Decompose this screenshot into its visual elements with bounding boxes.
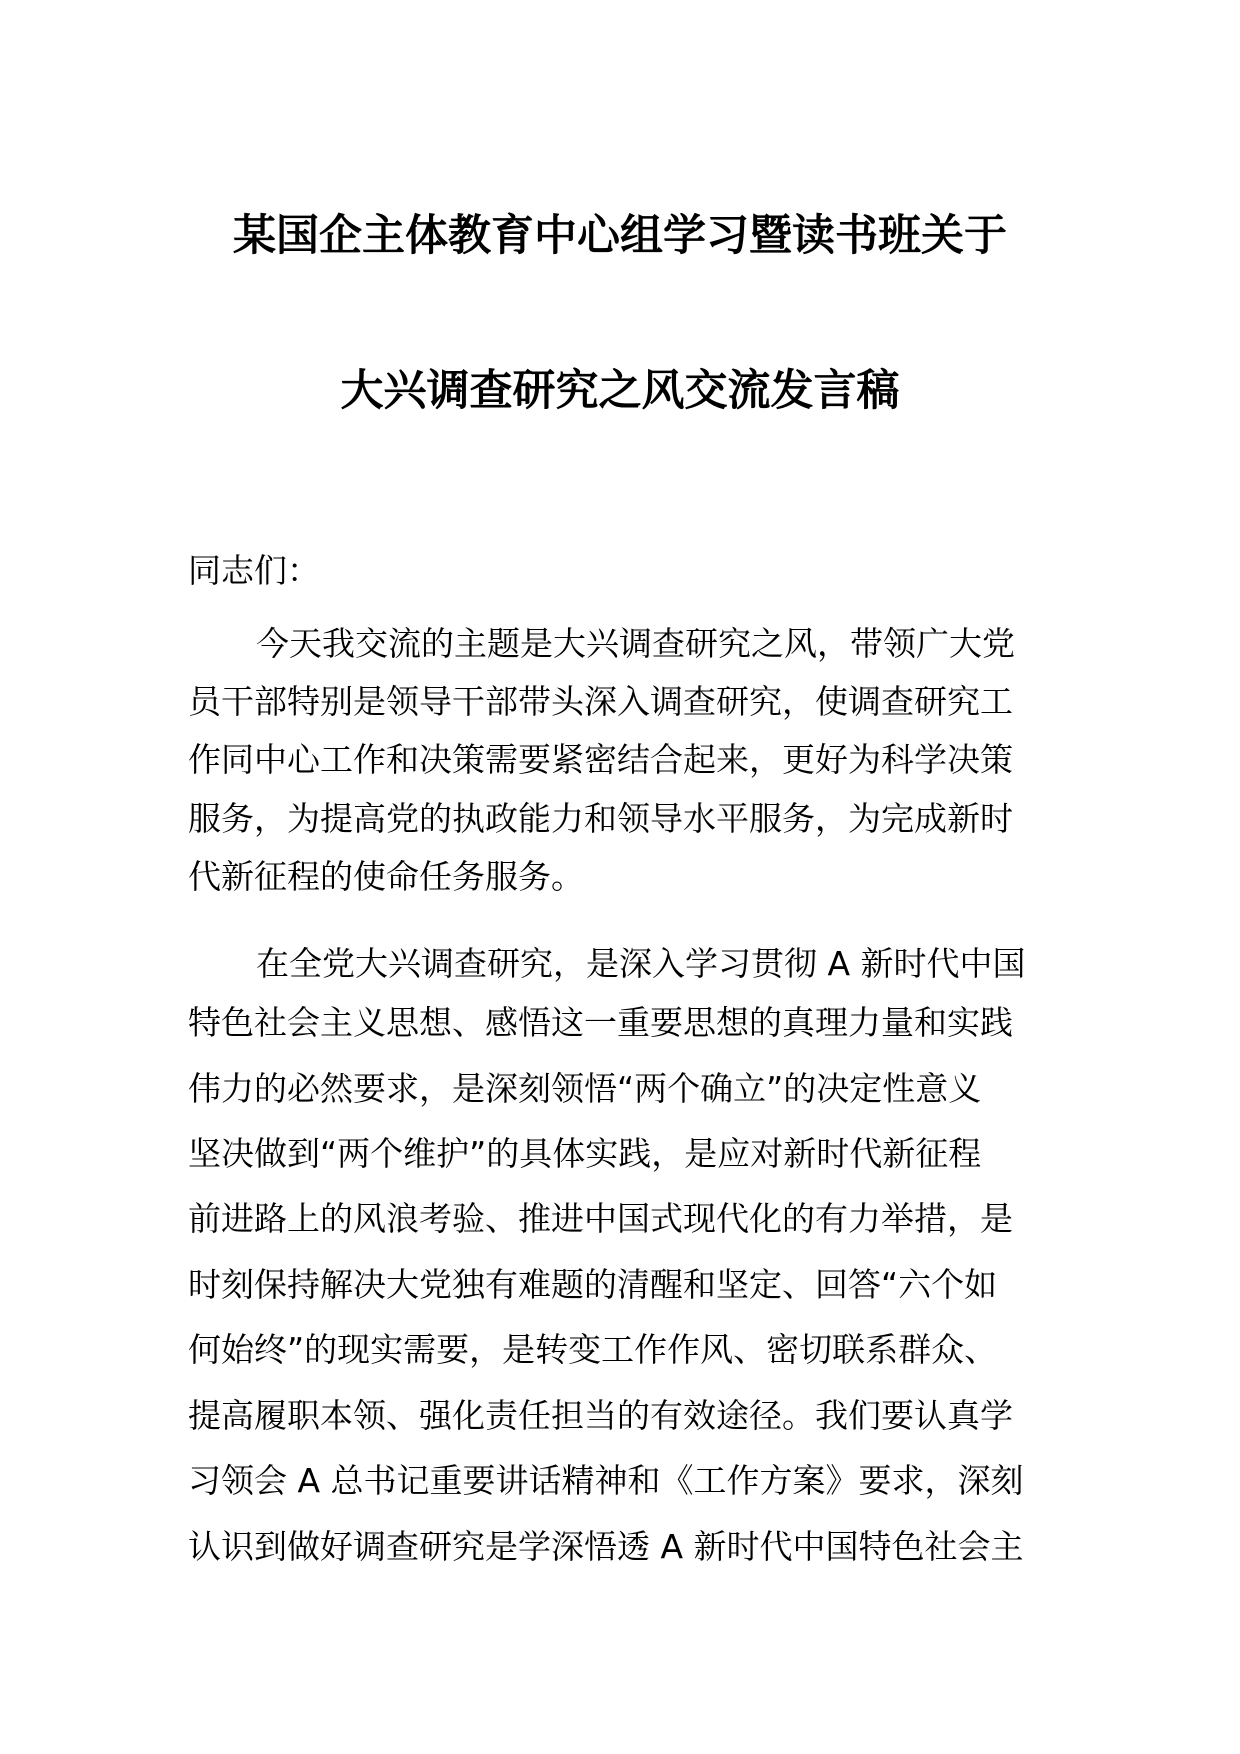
document-title-line-1: 某国企主体教育中心组学习暨读书班关于 bbox=[233, 211, 1007, 261]
paragraph-line: 时刻保持解决大党独有难题的清醒和坚定、回答“六个如 bbox=[188, 1265, 998, 1304]
paragraph-line: 坚决做到“两个维护”的具体实践，是应对新时代新征程 bbox=[188, 1134, 982, 1173]
paragraph-line: 代新征程的使命任务服务。 bbox=[188, 857, 584, 896]
paragraph-line: 特色社会主义思想、感悟这一重要思想的真理力量和实践 bbox=[188, 1003, 1013, 1042]
paragraph-line: 提高履职本领、强化责任担当的有效途径。我们要认真学 bbox=[188, 1396, 1013, 1435]
paragraph-line: 今天我交流的主题是大兴调查研究之风，带领广大党 bbox=[256, 624, 1015, 663]
paragraph-line: 前进路上的风浪考验、推进中国式现代化的有力举措，是 bbox=[188, 1199, 1013, 1238]
paragraph-line: 在全党大兴调查研究，是深入学习贯彻 A 新时代中国 bbox=[256, 944, 1026, 983]
salutation: 同志们： bbox=[188, 551, 320, 590]
paragraph-line: 何始终”的现实需要，是转变工作作风、密切联系群众、 bbox=[188, 1330, 998, 1369]
document-title-line-2: 大兴调查研究之风交流发言稿 bbox=[340, 366, 900, 416]
paragraph-line: 服务，为提高党的执政能力和领导水平服务，为完成新时 bbox=[188, 799, 1013, 838]
paragraph-line: 员干部特别是领导干部带头深入调查研究，使调查研究工 bbox=[188, 682, 1013, 721]
paragraph-line: 伟力的必然要求，是深刻领悟“两个确立”的决定性意义 bbox=[188, 1069, 982, 1108]
paragraph-line: 作同中心工作和决策需要紧密结合起来，更好为科学决策 bbox=[188, 740, 1013, 779]
paragraph-line: 习领会 A 总书记重要讲话精神和《工作方案》要求，深刻 bbox=[188, 1461, 1024, 1500]
paragraph-line: 认识到做好调查研究是学深悟透 A 新时代中国特色社会主 bbox=[188, 1527, 1024, 1566]
